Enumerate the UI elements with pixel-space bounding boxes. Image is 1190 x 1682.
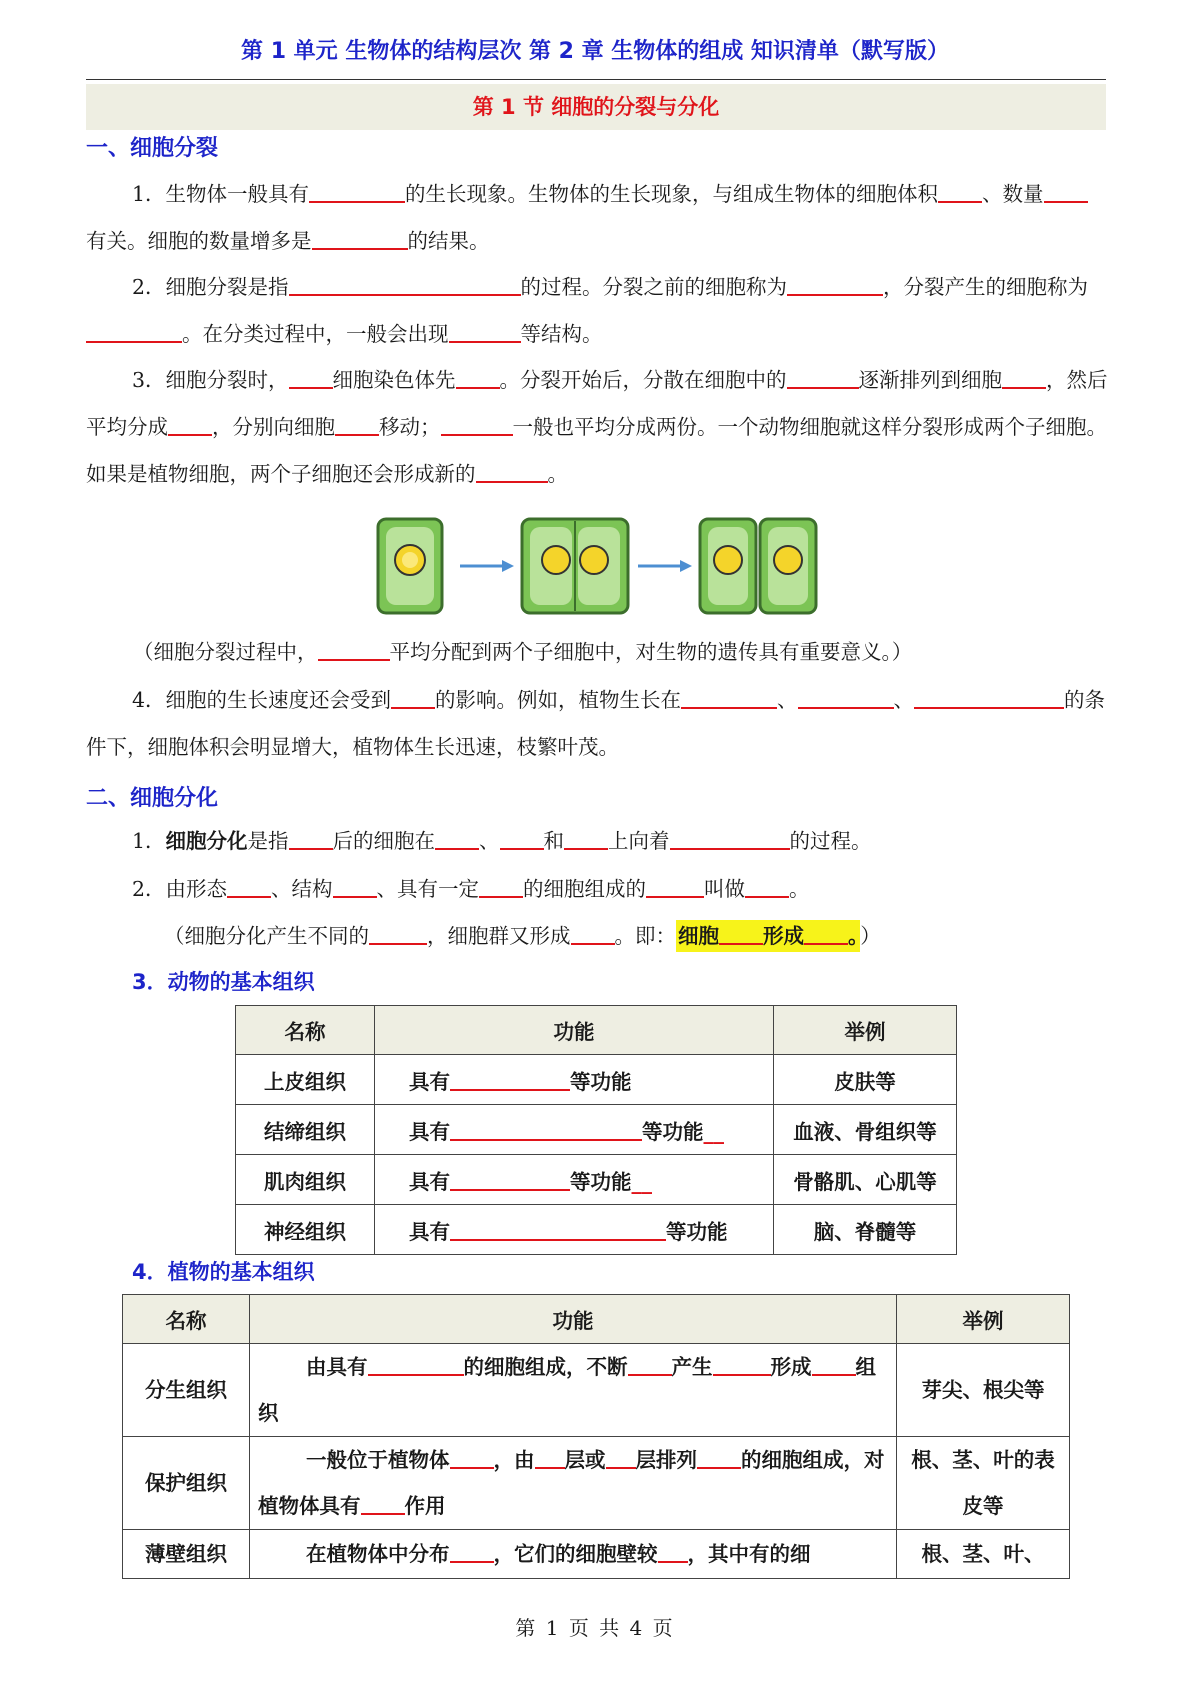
tissue-name: 薄壁组织 xyxy=(123,1530,250,1579)
heading-cell-division: 一、细胞分裂 xyxy=(86,136,219,161)
tissue-name: 上皮组织 xyxy=(236,1055,375,1105)
tissue-function: 具有 等功能__ xyxy=(375,1105,774,1155)
section-title: 第 1 节 细胞的分裂与分化 xyxy=(86,84,1106,130)
table-row xyxy=(123,1344,1070,1437)
table-row xyxy=(123,1530,1070,1579)
question-1-2: 2．细胞分裂是指 的过程。分裂之前的细胞称为 ，分裂产生的细胞称为。在分类过程中，一般会出现 等结构。 xyxy=(86,264,1108,358)
page-title: 第 1 单元 生物体的结构层次 第 2 章 生物体的组成 知识清单（默写版） xyxy=(241,39,949,64)
arrow-icon xyxy=(638,560,692,572)
plant-tissue-table xyxy=(122,1294,1070,1579)
tissue-example: 脑、脊髓等 xyxy=(774,1205,957,1255)
tissue-function: 一般位于植物体 ，由 层或 层排列 的细胞组成，对植物体具有 作用 xyxy=(250,1437,897,1530)
table-row xyxy=(236,1055,957,1105)
column-header: 名称 xyxy=(123,1295,250,1344)
tissue-example: 血液、骨组织等 xyxy=(774,1105,957,1155)
tissue-name: 肌肉组织 xyxy=(236,1155,375,1205)
column-header: 功能 xyxy=(250,1295,897,1344)
table-row xyxy=(236,1205,957,1255)
tissue-example: 根、茎、叶、 xyxy=(897,1530,1070,1579)
tissue-example: 骨骼肌、心肌等 xyxy=(774,1155,957,1205)
arrow-icon xyxy=(460,560,514,572)
question-1-1: 1．生物体一般具有 的生长现象。生物体的生长现象，与组成生物体的细胞体积 、数量有关。细胞的数量增多是 的结果。 xyxy=(86,171,1108,265)
heading-animal-tissues: 3．动物的基本组织 xyxy=(132,970,315,994)
highlighted-summary: 细胞 形成 。 xyxy=(676,920,860,952)
tissue-example: 根、茎、叶的表皮等 xyxy=(897,1437,1070,1530)
page-footer: 第 1 页 共 4 页 xyxy=(515,1616,675,1640)
tissue-name: 分生组织 xyxy=(123,1344,250,1437)
tissue-name: 神经组织 xyxy=(236,1205,375,1255)
table-row xyxy=(236,1105,957,1155)
table-row xyxy=(236,1155,957,1205)
tissue-name: 结缔组织 xyxy=(236,1105,375,1155)
tissue-example: 皮肤等 xyxy=(774,1055,957,1105)
column-header: 举例 xyxy=(774,1006,957,1055)
tissue-example: 芽尖、根尖等 xyxy=(897,1344,1070,1437)
tissue-function: 具有 等功能__ xyxy=(375,1155,774,1205)
plant-cell-before-division xyxy=(378,519,442,613)
table-row xyxy=(123,1437,1070,1530)
plant-cell-dividing xyxy=(522,519,628,613)
tissue-name: 保护组织 xyxy=(123,1437,250,1530)
tissue-function: 具有 等功能 xyxy=(375,1055,774,1105)
question-1-4: 4．细胞的生长速度还会受到 的影响。例如，植物生长在 、 、 的条件下，细胞体积会明显增大，植物体生长迅速，枝繁叶茂。 xyxy=(86,688,1106,759)
plant-cells-after-division xyxy=(700,519,816,613)
figure-caption: （细胞分裂过程中， 平均分配到两个子细胞中，对生物的遗传具有重要意义。） xyxy=(133,640,913,664)
question-1-3: 3．细胞分裂时， 细胞染色体先 。分裂开始后，分散在细胞中的 逐渐排列到细胞 ，然后平均分成 ，分别向细胞 移动； 一般也平均分成两份。一个动物细胞就这样分裂形成两个子细胞。如果是植物细胞，两个子细胞还会形成新的 。 xyxy=(86,368,1108,486)
animal-tissue-table xyxy=(235,1005,957,1255)
question-2-2-note: （细胞分化产生不同的 ，细胞群又形成 。即：细胞 形成 。） xyxy=(164,922,881,950)
table-header-row xyxy=(236,1006,957,1055)
tissue-function: 在植物体中分布 ，它们的细胞壁较 ，其中有的细 xyxy=(250,1530,897,1579)
question-2-1: 1．细胞分化是指 后的细胞在 、 和 上向着 的过程。 xyxy=(132,829,872,853)
table-header-row xyxy=(123,1295,1070,1344)
tissue-function: 具有 等功能 xyxy=(375,1205,774,1255)
column-header: 举例 xyxy=(897,1295,1070,1344)
heading-plant-tissues: 4．植物的基本组织 xyxy=(132,1260,315,1284)
column-header: 名称 xyxy=(236,1006,375,1055)
column-header: 功能 xyxy=(375,1006,774,1055)
heading-cell-differentiation: 二、细胞分化 xyxy=(86,786,219,811)
cell-division-illustration xyxy=(370,513,820,621)
title-divider xyxy=(86,79,1106,80)
tissue-function: 由具有 的细胞组成，不断 产生 形成 组织 xyxy=(250,1344,897,1437)
question-2-2: 2．由形态 、结构 、具有一定 的细胞组成的 叫做 。 xyxy=(132,877,810,901)
